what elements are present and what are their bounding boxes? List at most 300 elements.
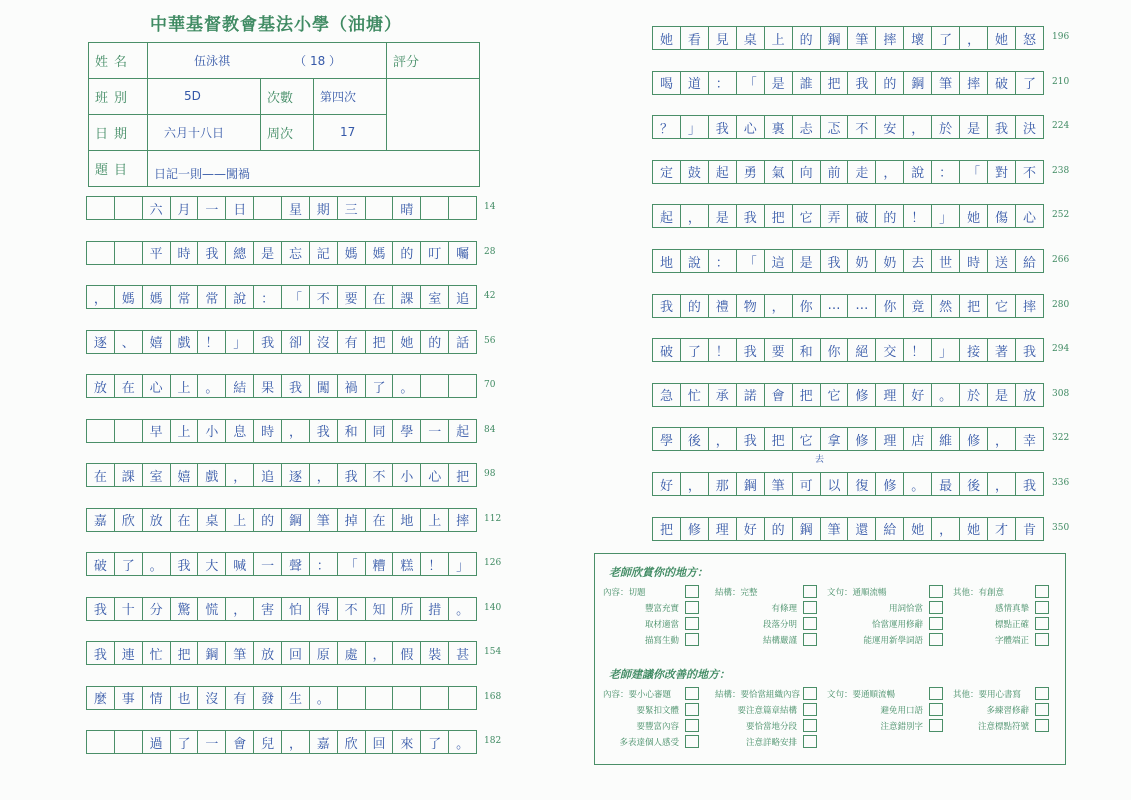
grid-cell[interactable]: 它 xyxy=(988,295,1016,317)
grid-cell[interactable]: 話 xyxy=(456,336,470,351)
grid-cell[interactable]: 理 xyxy=(876,384,904,406)
grid-cell[interactable]: 起 xyxy=(653,205,681,227)
evaluation-checkbox[interactable] xyxy=(929,687,943,700)
grid-cell[interactable]: 喊 xyxy=(226,553,254,575)
grid-cell[interactable]: 氣 xyxy=(765,161,793,183)
grid-cell[interactable]: 時 xyxy=(960,250,988,272)
grid-cell[interactable]: 修 xyxy=(876,473,904,495)
grid-cell[interactable]: 竟 xyxy=(904,295,932,317)
grid-cell[interactable]: 」 xyxy=(681,116,709,138)
grid-cell[interactable] xyxy=(449,375,476,397)
evaluation-checkbox[interactable] xyxy=(929,617,943,630)
grid-cell[interactable]: 麼 xyxy=(87,687,115,709)
grid-cell[interactable]: 上 xyxy=(171,375,199,397)
grid-cell[interactable]: 定 xyxy=(653,161,681,183)
grid-cell[interactable]: 總 xyxy=(226,242,254,264)
grid-cell[interactable]: 好 xyxy=(904,384,932,406)
grid-cell[interactable]: 還 xyxy=(848,518,876,540)
grid-cell[interactable]: 心 xyxy=(143,375,171,397)
grid-cell[interactable]: 的 xyxy=(681,295,709,317)
grid-cell[interactable]: 的 xyxy=(876,205,904,227)
grid-cell[interactable]: 我 xyxy=(1022,478,1036,494)
grid-cell[interactable]: 拿 xyxy=(821,428,849,450)
evaluation-checkbox[interactable] xyxy=(1035,719,1049,732)
grid-cell[interactable]: 她 xyxy=(904,518,932,540)
grid-cell[interactable] xyxy=(115,731,143,753)
evaluation-checkbox[interactable] xyxy=(1035,633,1049,646)
grid-cell[interactable]: 送 xyxy=(988,250,1016,272)
grid-cell[interactable]: 「 xyxy=(737,72,765,94)
grid-cell[interactable]: 於 xyxy=(932,116,960,138)
grid-cell[interactable]: 誰 xyxy=(793,72,821,94)
grid-cell[interactable]: 她 xyxy=(988,27,1016,49)
grid-cell[interactable]: 上 xyxy=(226,509,254,531)
grid-cell[interactable]: 我 xyxy=(198,242,226,264)
grid-cell[interactable]: 的 xyxy=(793,27,821,49)
evaluation-checkbox[interactable] xyxy=(803,585,817,598)
evaluation-checkbox[interactable] xyxy=(685,719,699,732)
grid-cell[interactable]: ： xyxy=(709,250,737,272)
grid-cell[interactable] xyxy=(115,197,143,219)
grid-cell[interactable]: 裏 xyxy=(765,116,793,138)
grid-cell[interactable]: 後 xyxy=(681,428,709,450)
grid-cell[interactable]: 要 xyxy=(765,339,793,361)
grid-cell[interactable] xyxy=(421,197,449,219)
grid-cell[interactable]: 的 xyxy=(876,72,904,94)
grid-cell[interactable]: 時 xyxy=(254,420,282,442)
grid-cell[interactable] xyxy=(87,420,115,442)
grid-cell[interactable]: 裝 xyxy=(421,642,449,664)
grid-cell[interactable]: 了 xyxy=(115,553,143,575)
grid-cell[interactable]: ， xyxy=(709,428,737,450)
grid-cell[interactable]: 把 xyxy=(171,642,199,664)
grid-cell[interactable]: 記 xyxy=(310,242,338,264)
grid-cell[interactable] xyxy=(449,197,476,219)
grid-cell[interactable]: 「 xyxy=(282,286,310,308)
grid-cell[interactable]: 一 xyxy=(198,197,226,219)
grid-cell[interactable]: 理 xyxy=(709,518,737,540)
grid-cell[interactable]: 糟 xyxy=(366,553,394,575)
grid-cell[interactable]: 以 xyxy=(821,473,849,495)
grid-cell[interactable]: 鋼 xyxy=(793,518,821,540)
evaluation-checkbox[interactable] xyxy=(685,633,699,646)
grid-cell[interactable]: 假 xyxy=(393,642,421,664)
grid-cell[interactable]: 弄 xyxy=(821,205,849,227)
grid-cell[interactable]: 知 xyxy=(366,598,394,620)
grid-cell[interactable]: 嘉 xyxy=(87,509,115,531)
grid-cell[interactable]: 鋼 xyxy=(821,27,849,49)
grid-cell[interactable]: 不 xyxy=(366,464,394,486)
evaluation-checkbox[interactable] xyxy=(803,735,817,748)
grid-cell[interactable]: 肯 xyxy=(1022,523,1036,539)
grid-cell[interactable]: ！ xyxy=(904,205,932,227)
grid-cell[interactable]: 過 xyxy=(143,731,171,753)
grid-cell[interactable]: 一 xyxy=(254,553,282,575)
grid-cell[interactable]: 了 xyxy=(171,731,199,753)
grid-cell[interactable]: 糕 xyxy=(393,553,421,575)
grid-cell[interactable]: 禮 xyxy=(709,295,737,317)
grid-cell[interactable]: 心 xyxy=(737,116,765,138)
grid-cell[interactable]: 鋼 xyxy=(282,509,310,531)
grid-cell[interactable]: 了 xyxy=(421,731,449,753)
grid-cell[interactable]: 時 xyxy=(171,242,199,264)
grid-cell[interactable] xyxy=(393,687,421,709)
grid-cell[interactable]: 。 xyxy=(932,384,960,406)
grid-cell[interactable]: 上 xyxy=(171,420,199,442)
grid-cell[interactable]: 了 xyxy=(1022,77,1036,93)
grid-cell[interactable]: 見 xyxy=(709,27,737,49)
grid-cell[interactable]: 生 xyxy=(282,687,310,709)
grid-cell[interactable]: 給 xyxy=(876,518,904,540)
grid-cell[interactable]: 她 xyxy=(960,518,988,540)
grid-cell[interactable] xyxy=(115,420,143,442)
grid-cell[interactable]: ！ xyxy=(709,339,737,361)
grid-cell[interactable]: 摔 xyxy=(456,514,470,529)
grid-cell[interactable]: 早 xyxy=(143,420,171,442)
grid-cell[interactable]: 課 xyxy=(115,464,143,486)
evaluation-checkbox[interactable] xyxy=(803,617,817,630)
grid-cell[interactable]: 把 xyxy=(765,205,793,227)
evaluation-checkbox[interactable] xyxy=(1035,687,1049,700)
grid-cell[interactable]: 她 xyxy=(393,331,421,353)
grid-cell[interactable]: 一 xyxy=(198,731,226,753)
grid-cell[interactable]: 把 xyxy=(366,331,394,353)
grid-cell[interactable]: 摔 xyxy=(960,72,988,94)
grid-cell[interactable]: 了 xyxy=(366,375,394,397)
grid-cell[interactable]: 小 xyxy=(198,420,226,442)
grid-cell[interactable]: ， xyxy=(876,161,904,183)
grid-cell[interactable]: 和 xyxy=(338,420,366,442)
grid-cell[interactable]: 地 xyxy=(653,250,681,272)
grid-cell[interactable]: 我 xyxy=(848,72,876,94)
grid-cell[interactable] xyxy=(87,731,115,753)
grid-cell[interactable]: 發 xyxy=(254,687,282,709)
grid-cell[interactable]: 你 xyxy=(876,295,904,317)
grid-cell[interactable]: ： xyxy=(310,553,338,575)
grid-cell[interactable]: 事 xyxy=(115,687,143,709)
grid-cell[interactable]: ， xyxy=(282,731,310,753)
grid-cell[interactable]: 放 xyxy=(87,375,115,397)
grid-cell[interactable]: 你 xyxy=(821,339,849,361)
grid-cell[interactable]: 室 xyxy=(143,464,171,486)
grid-cell[interactable]: 這 xyxy=(765,250,793,272)
grid-cell[interactable]: 」 xyxy=(226,331,254,353)
grid-cell[interactable]: ， xyxy=(932,518,960,540)
grid-cell[interactable]: ， xyxy=(87,286,115,308)
grid-cell[interactable]: 物 xyxy=(737,295,765,317)
grid-cell[interactable]: 六 xyxy=(143,197,171,219)
grid-cell[interactable]: 結 xyxy=(226,375,254,397)
grid-cell[interactable]: ： xyxy=(932,161,960,183)
grid-cell[interactable]: 。 xyxy=(904,473,932,495)
grid-cell[interactable]: 和 xyxy=(793,339,821,361)
grid-cell[interactable]: 放 xyxy=(1022,389,1036,405)
grid-cell[interactable]: 掉 xyxy=(338,509,366,531)
grid-cell[interactable]: 筆 xyxy=(821,518,849,540)
grid-cell[interactable]: ， xyxy=(904,116,932,138)
grid-cell[interactable]: 會 xyxy=(226,731,254,753)
grid-cell[interactable]: 好 xyxy=(737,518,765,540)
grid-cell[interactable]: 摔 xyxy=(1022,300,1036,316)
grid-cell[interactable]: 筆 xyxy=(848,27,876,49)
grid-cell[interactable]: 最 xyxy=(932,473,960,495)
grid-cell[interactable]: 破 xyxy=(653,339,681,361)
grid-cell[interactable]: 放 xyxy=(254,642,282,664)
grid-cell[interactable]: ， xyxy=(226,598,254,620)
grid-cell[interactable]: … xyxy=(848,295,876,317)
grid-cell[interactable]: 去 xyxy=(904,250,932,272)
grid-cell[interactable]: ， xyxy=(681,205,709,227)
grid-cell[interactable]: ， xyxy=(226,464,254,486)
grid-cell[interactable]: 把 xyxy=(793,384,821,406)
grid-cell[interactable]: 。 xyxy=(198,375,226,397)
grid-cell[interactable]: 那 xyxy=(709,473,737,495)
grid-cell[interactable]: ， xyxy=(282,420,310,442)
evaluation-checkbox[interactable] xyxy=(685,703,699,716)
grid-cell[interactable]: 大 xyxy=(198,553,226,575)
grid-cell[interactable]: 。 xyxy=(456,736,470,752)
grid-cell[interactable]: 勇 xyxy=(737,161,765,183)
grid-cell[interactable]: 道 xyxy=(681,72,709,94)
grid-cell[interactable]: 上 xyxy=(765,27,793,49)
evaluation-checkbox[interactable] xyxy=(685,617,699,630)
grid-cell[interactable]: 戲 xyxy=(198,464,226,486)
grid-cell[interactable]: 世 xyxy=(932,250,960,272)
grid-cell[interactable]: 的 xyxy=(421,331,449,353)
grid-cell[interactable]: 心 xyxy=(421,464,449,486)
grid-cell[interactable]: 傷 xyxy=(988,205,1016,227)
grid-cell[interactable]: 對 xyxy=(988,161,1016,183)
grid-cell[interactable]: 把 xyxy=(765,428,793,450)
grid-cell[interactable]: 桌 xyxy=(737,27,765,49)
grid-cell[interactable]: ， xyxy=(988,473,1016,495)
grid-cell[interactable]: 摔 xyxy=(876,27,904,49)
grid-cell[interactable] xyxy=(366,687,394,709)
grid-cell[interactable]: ： xyxy=(709,72,737,94)
grid-cell[interactable]: 果 xyxy=(254,375,282,397)
grid-cell[interactable]: 措 xyxy=(421,598,449,620)
grid-cell[interactable]: 了 xyxy=(932,27,960,49)
grid-cell[interactable]: 維 xyxy=(932,428,960,450)
evaluation-checkbox[interactable] xyxy=(685,687,699,700)
grid-cell[interactable]: 諾 xyxy=(737,384,765,406)
evaluation-checkbox[interactable] xyxy=(929,633,943,646)
grid-cell[interactable]: 要 xyxy=(338,286,366,308)
grid-cell[interactable]: 甚 xyxy=(456,647,470,663)
grid-cell[interactable]: 回 xyxy=(282,642,310,664)
grid-cell[interactable]: 逐 xyxy=(282,464,310,486)
grid-cell[interactable]: 我 xyxy=(653,295,681,317)
grid-cell[interactable]: 逐 xyxy=(87,331,115,353)
grid-cell[interactable]: 嬉 xyxy=(143,331,171,353)
grid-cell[interactable]: 給 xyxy=(1022,255,1036,271)
grid-cell[interactable]: 的 xyxy=(765,518,793,540)
grid-cell[interactable] xyxy=(366,197,394,219)
grid-cell[interactable]: 平 xyxy=(143,242,171,264)
grid-cell[interactable]: 忘 xyxy=(282,242,310,264)
grid-cell[interactable]: 忐 xyxy=(793,116,821,138)
grid-cell[interactable]: 有 xyxy=(338,331,366,353)
grid-cell[interactable]: ， xyxy=(366,642,394,664)
evaluation-checkbox[interactable] xyxy=(803,687,817,700)
grid-cell[interactable]: 在 xyxy=(87,464,115,486)
grid-cell[interactable]: 地 xyxy=(393,509,421,531)
grid-cell[interactable]: 害 xyxy=(254,598,282,620)
grid-cell[interactable]: ！ xyxy=(421,553,449,575)
grid-cell[interactable]: 欣 xyxy=(115,509,143,531)
grid-cell[interactable]: 」 xyxy=(932,205,960,227)
grid-cell[interactable]: ！ xyxy=(904,339,932,361)
grid-cell[interactable]: 怒 xyxy=(1022,32,1036,48)
grid-cell[interactable]: 學 xyxy=(393,420,421,442)
grid-cell[interactable]: 修 xyxy=(848,428,876,450)
grid-cell[interactable]: 原 xyxy=(310,642,338,664)
grid-cell[interactable]: 不 xyxy=(1022,166,1036,182)
grid-cell[interactable]: 」 xyxy=(456,558,470,574)
grid-cell[interactable]: 可 xyxy=(793,473,821,495)
grid-cell[interactable]: ， xyxy=(960,27,988,49)
evaluation-checkbox[interactable] xyxy=(685,585,699,598)
score-box[interactable] xyxy=(387,79,480,151)
grid-cell[interactable]: 急 xyxy=(653,384,681,406)
evaluation-checkbox[interactable] xyxy=(803,601,817,614)
evaluation-checkbox[interactable] xyxy=(1035,703,1049,716)
grid-cell[interactable]: 戲 xyxy=(171,331,199,353)
grid-cell[interactable]: 修 xyxy=(681,518,709,540)
grid-cell[interactable]: 慌 xyxy=(198,598,226,620)
grid-cell[interactable]: 說 xyxy=(681,250,709,272)
evaluation-checkbox[interactable] xyxy=(685,601,699,614)
grid-cell[interactable]: ， xyxy=(765,295,793,317)
grid-cell[interactable]: 十 xyxy=(115,598,143,620)
grid-cell[interactable]: 月 xyxy=(171,197,199,219)
grid-cell[interactable]: 晴 xyxy=(393,197,421,219)
grid-cell[interactable]: 把 xyxy=(456,469,470,485)
grid-cell[interactable]: 課 xyxy=(393,286,421,308)
grid-cell[interactable]: 我 xyxy=(1022,344,1036,360)
grid-cell[interactable]: 學 xyxy=(653,428,681,450)
grid-cell[interactable]: 息 xyxy=(226,420,254,442)
grid-cell[interactable]: 星 xyxy=(282,197,310,219)
grid-cell[interactable]: 筆 xyxy=(932,72,960,94)
grid-cell[interactable]: 在 xyxy=(171,509,199,531)
grid-cell[interactable]: 媽 xyxy=(115,286,143,308)
grid-cell[interactable]: 修 xyxy=(960,428,988,450)
grid-cell[interactable]: 。 xyxy=(456,603,470,618)
grid-cell[interactable]: 媽 xyxy=(366,242,394,264)
grid-cell[interactable]: 把 xyxy=(960,295,988,317)
grid-cell[interactable]: 筆 xyxy=(765,473,793,495)
evaluation-checkbox[interactable] xyxy=(803,719,817,732)
grid-cell[interactable]: 不 xyxy=(848,116,876,138)
grid-cell[interactable]: 會 xyxy=(765,384,793,406)
grid-cell[interactable]: 決 xyxy=(1022,121,1036,137)
grid-cell[interactable]: 我 xyxy=(737,339,765,361)
grid-cell[interactable]: 修 xyxy=(848,384,876,406)
grid-cell[interactable]: 破 xyxy=(848,205,876,227)
grid-cell[interactable]: 「 xyxy=(737,250,765,272)
grid-cell[interactable]: 理 xyxy=(876,428,904,450)
grid-cell[interactable]: 說 xyxy=(226,286,254,308)
grid-cell[interactable]: 是 xyxy=(988,384,1016,406)
grid-cell[interactable]: 追 xyxy=(456,291,470,307)
evaluation-checkbox[interactable] xyxy=(803,633,817,646)
grid-cell[interactable]: 我 xyxy=(709,116,737,138)
grid-cell[interactable]: 說 xyxy=(904,161,932,183)
grid-cell[interactable]: 沒 xyxy=(310,331,338,353)
grid-cell[interactable]: 不 xyxy=(310,286,338,308)
grid-cell[interactable]: 鼓 xyxy=(681,161,709,183)
grid-cell[interactable]: 的 xyxy=(254,509,282,531)
grid-cell[interactable] xyxy=(87,197,115,219)
grid-cell[interactable]: 我 xyxy=(87,598,115,620)
grid-cell[interactable]: 的 xyxy=(393,242,421,264)
grid-cell[interactable]: 是 xyxy=(709,205,737,227)
grid-cell[interactable]: 它 xyxy=(793,205,821,227)
grid-cell[interactable]: 我 xyxy=(338,464,366,486)
grid-cell[interactable]: 卻 xyxy=(282,331,310,353)
grid-cell[interactable]: 兒 xyxy=(254,731,282,753)
grid-cell[interactable]: 是 xyxy=(765,72,793,94)
evaluation-checkbox[interactable] xyxy=(929,585,943,598)
evaluation-checkbox[interactable] xyxy=(803,703,817,716)
grid-cell[interactable]: 才 xyxy=(988,518,1016,540)
evaluation-checkbox[interactable] xyxy=(929,719,943,732)
grid-cell[interactable]: 」 xyxy=(932,339,960,361)
grid-cell[interactable]: 接 xyxy=(960,339,988,361)
grid-cell[interactable]: ， xyxy=(681,473,709,495)
grid-cell[interactable]: 。 xyxy=(310,687,338,709)
grid-cell[interactable]: 禍 xyxy=(338,375,366,397)
grid-cell[interactable]: 我 xyxy=(282,375,310,397)
grid-cell[interactable]: ， xyxy=(310,464,338,486)
grid-cell[interactable]: 媽 xyxy=(338,242,366,264)
grid-cell[interactable]: 室 xyxy=(421,286,449,308)
grid-cell[interactable] xyxy=(115,242,143,264)
grid-cell[interactable]: 破 xyxy=(87,553,115,575)
grid-cell[interactable]: 筆 xyxy=(310,509,338,531)
evaluation-checkbox[interactable] xyxy=(1035,601,1049,614)
grid-cell[interactable]: 三 xyxy=(338,197,366,219)
grid-cell[interactable]: 破 xyxy=(988,72,1016,94)
grid-cell[interactable] xyxy=(449,687,476,709)
grid-cell[interactable]: 她 xyxy=(960,205,988,227)
grid-cell[interactable]: 嘉 xyxy=(310,731,338,753)
evaluation-checkbox[interactable] xyxy=(1035,617,1049,630)
grid-cell[interactable]: 它 xyxy=(793,428,821,450)
grid-cell[interactable]: 桌 xyxy=(198,509,226,531)
grid-cell[interactable]: 在 xyxy=(115,375,143,397)
grid-cell[interactable]: 我 xyxy=(737,205,765,227)
grid-cell[interactable] xyxy=(87,242,115,264)
evaluation-checkbox[interactable] xyxy=(685,735,699,748)
grid-cell[interactable]: 復 xyxy=(848,473,876,495)
grid-cell[interactable]: 奶 xyxy=(876,250,904,272)
grid-cell[interactable]: ？ xyxy=(653,116,681,138)
grid-cell[interactable]: 前 xyxy=(821,161,849,183)
grid-cell[interactable]: 也 xyxy=(171,687,199,709)
grid-cell[interactable]: 鋼 xyxy=(198,642,226,664)
grid-cell[interactable]: 著 xyxy=(988,339,1016,361)
grid-cell[interactable]: 分 xyxy=(143,598,171,620)
grid-cell[interactable]: 連 xyxy=(115,642,143,664)
grid-cell[interactable]: 安 xyxy=(876,116,904,138)
grid-cell[interactable]: 壞 xyxy=(904,27,932,49)
grid-cell[interactable]: 承 xyxy=(709,384,737,406)
grid-cell[interactable]: 我 xyxy=(821,250,849,272)
grid-cell[interactable]: 追 xyxy=(254,464,282,486)
grid-cell[interactable]: 「 xyxy=(338,553,366,575)
